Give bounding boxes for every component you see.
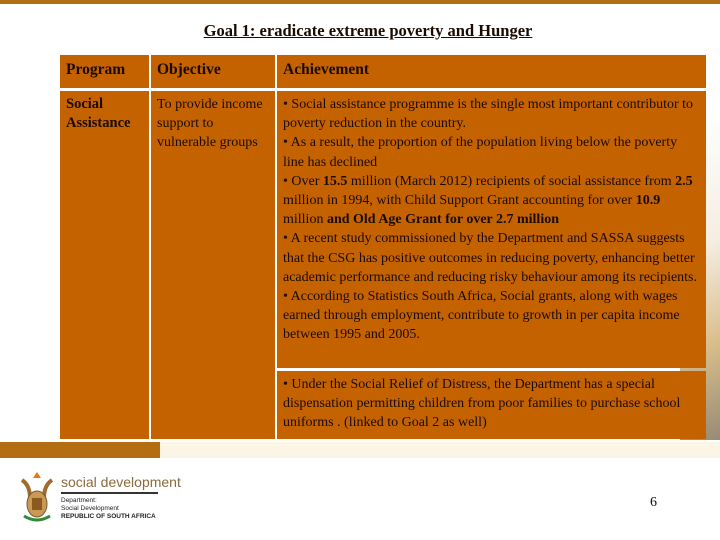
footer-bar-light [160, 442, 720, 458]
bullet-3 [283, 172, 700, 230]
dept-label: Department: [61, 497, 97, 504]
header-objective: Objective [151, 55, 275, 88]
header-achievement: Achievement [277, 55, 706, 88]
bold-value: 15.5 [322, 173, 348, 189]
text: million [283, 212, 327, 228]
text: million (March 2012) recipients of social assistance from [347, 173, 676, 189]
text: • Over [283, 173, 323, 189]
achievement-cell [277, 91, 706, 368]
bullet-2: • As a result, the proportion of the population living below the poverty line has declined [283, 135, 678, 170]
bullet-1: • Social assistance programme is the single most important contributor to poverty reduction in the country. [283, 97, 694, 132]
bullet-5: • According to Statistics South Africa, Social grants, along with wages earned through employment, contribute to growth in per capita income between 1995 and 2005. [283, 289, 680, 343]
objective-cell: To provide income support to vulnerable groups [151, 91, 275, 439]
top-bar [0, 0, 720, 4]
slide-title: Goal 1: eradicate extreme poverty and Hunger [203, 21, 533, 40]
footer-logo-text [61, 474, 181, 521]
divider [61, 492, 158, 494]
header-program: Program [60, 55, 149, 88]
bold-value: 2.5 [675, 173, 693, 189]
bold-value: and Old Age Grant for over 2.7 million [326, 212, 559, 228]
page-number: 6 [650, 495, 657, 510]
bullet-4: • A recent study commissioned by the Department and SASSA suggests that the CSG has positive outcomes in reducing poverty, enhancing better academic performance and reducing risky behaviour among its recipients. [283, 231, 698, 285]
country-name: REPUBLIC OF SOUTH AFRICA [61, 513, 156, 520]
achievement-cell-2: • Under the Social Relief of Distress, the Department has a special dispensation permitting children from poor families to purchase school uniforms . (linked to Goal 2 as well) [277, 371, 706, 439]
program-cell: Social Assistance [60, 91, 149, 439]
bold-value: 10.9 [635, 193, 661, 209]
dept-name: Social Development [61, 505, 119, 512]
brand-name: social development [61, 474, 181, 490]
coat-of-arms-logo [18, 470, 56, 522]
text: million in 1994, with Child Support Grant accounting for over [283, 193, 636, 209]
footer-bar [0, 442, 160, 458]
